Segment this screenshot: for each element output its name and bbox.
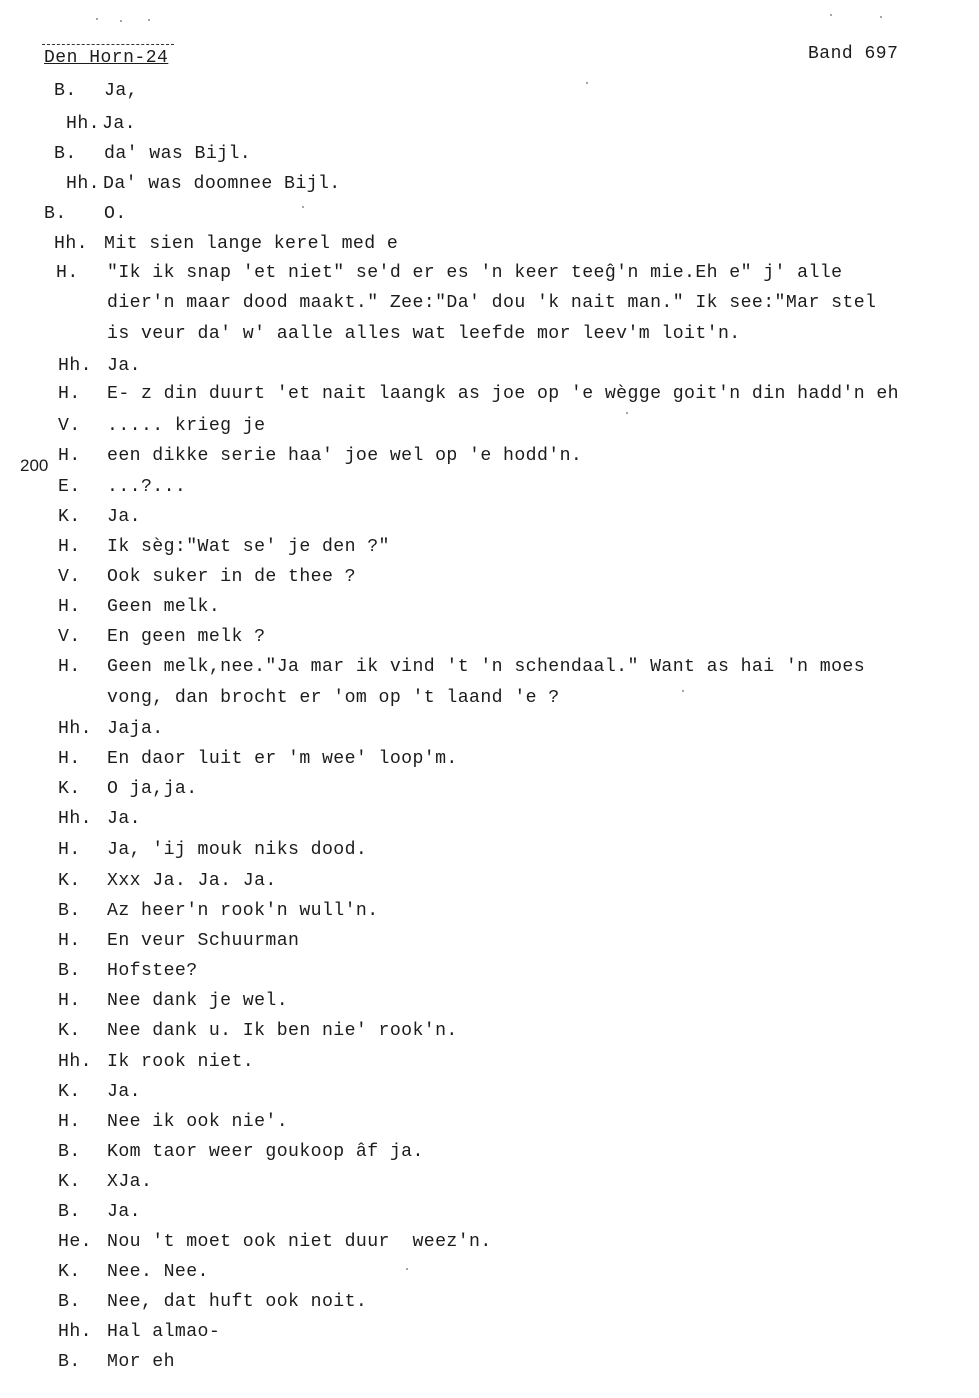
document-header-title: Den Horn-24 — [44, 48, 169, 68]
spoken-text: Jaja. — [107, 719, 164, 739]
tape-band-number: Band 697 — [808, 44, 899, 64]
spoken-text: Ja. — [107, 1202, 141, 1222]
margin-counter-note: 200 — [20, 456, 49, 475]
spoken-text: Xxx Ja. Ja. Ja. — [107, 871, 277, 891]
speaker-label: B. — [58, 1142, 81, 1162]
paper-speck — [120, 20, 122, 22]
speaker-label: E. — [58, 477, 81, 497]
speaker-label: V. — [58, 627, 81, 647]
spoken-text: Nee dank u. Ik ben nie' rook'n. — [107, 1021, 458, 1041]
paper-speck — [830, 14, 832, 16]
spoken-text: Nee ik ook nie'. — [107, 1112, 289, 1132]
speaker-label: K. — [58, 779, 81, 799]
spoken-text: Hal almao- — [107, 1322, 221, 1342]
speaker-label: Hh. — [58, 719, 92, 739]
spoken-text: E- z din duurt 'et nait laangk as joe op 'e wègge goit'n din hadd'n eh — [107, 384, 899, 404]
spoken-text: Ja. — [107, 507, 141, 527]
spoken-text: En daor luit er 'm wee' loop'm. — [107, 749, 458, 769]
speaker-label: Hh. — [58, 809, 92, 829]
spoken-text: is veur da' w' aalle alles wat leefde mor leev'm loit'n. — [107, 324, 741, 344]
spoken-text: O. — [104, 204, 127, 224]
spoken-text: Mit sien lange kerel med e — [104, 234, 399, 254]
speaker-label: H. — [58, 840, 81, 860]
spoken-text: een dikke serie haa' joe wel op 'e hodd'n. — [107, 446, 583, 466]
spoken-text: Kom taor weer goukoop âf ja. — [107, 1142, 424, 1162]
speaker-label: K. — [58, 507, 81, 527]
speaker-label: K. — [58, 1082, 81, 1102]
speaker-label: H. — [58, 991, 81, 1011]
spoken-text: Ja. — [102, 114, 136, 134]
spoken-text: da' was Bijl. — [104, 144, 252, 164]
spoken-text: En geen melk ? — [107, 627, 266, 647]
spoken-text: Ja, — [104, 81, 138, 101]
speaker-label: H. — [58, 597, 81, 617]
speaker-label: H. — [58, 384, 81, 404]
speaker-label: Hh. — [58, 356, 92, 376]
spoken-text: Nee. Nee. — [107, 1262, 209, 1282]
spoken-text: En veur Schuurman — [107, 931, 300, 951]
speaker-label: V. — [58, 567, 81, 587]
spoken-text: Ja. — [107, 809, 141, 829]
spoken-text: Nee dank je wel. — [107, 991, 289, 1011]
speaker-label: K. — [58, 871, 81, 891]
spoken-text: Mor eh — [107, 1352, 175, 1372]
spoken-text: Ik rook niet. — [107, 1052, 255, 1072]
speaker-label: He. — [58, 1232, 92, 1252]
speaker-label: Hh. — [58, 1052, 92, 1072]
spoken-text: dier'n maar dood maakt." Zee:"Da' dou 'k nait man." Ik see:"Mar stel — [107, 293, 877, 313]
speaker-label: H. — [58, 749, 81, 769]
spoken-text: vong, dan brocht er 'om op 't laand 'e ? — [107, 688, 560, 708]
spoken-text: Az heer'n rook'n wull'n. — [107, 901, 379, 921]
speaker-label: B. — [58, 1292, 81, 1312]
speaker-label: Hh. — [58, 1322, 92, 1342]
spoken-text: Hofstee? — [107, 961, 198, 981]
speaker-label: B. — [58, 961, 81, 981]
spoken-text: Nou 't moet ook niet duur weez'n. — [107, 1232, 492, 1252]
paper-speck — [626, 412, 628, 414]
paper-speck — [148, 19, 150, 21]
spoken-text: Ja. — [107, 1082, 141, 1102]
speaker-label: K. — [58, 1021, 81, 1041]
speaker-label: Hh. — [54, 234, 88, 254]
speaker-label: B. — [58, 901, 81, 921]
speaker-label: B. — [58, 1352, 81, 1372]
spoken-text: Da' was doomnee Bijl. — [103, 174, 341, 194]
speaker-label: H. — [58, 931, 81, 951]
speaker-label: K. — [58, 1262, 81, 1282]
speaker-label: B. — [54, 144, 77, 164]
spoken-text: ..... krieg je — [107, 416, 266, 436]
speaker-label: H. — [58, 1112, 81, 1132]
spoken-text: Geen melk,nee."Ja mar ik vind 't 'n schendaal." Want as hai 'n moes — [107, 657, 866, 677]
paper-speck — [406, 1268, 408, 1270]
speaker-label: Hh. — [66, 174, 100, 194]
spoken-text: Nee, dat huft ook noit. — [107, 1292, 368, 1312]
speaker-label: H. — [58, 537, 81, 557]
spoken-text: Ook suker in de thee ? — [107, 567, 356, 587]
paper-speck — [96, 18, 98, 20]
speaker-label: Hh. — [66, 114, 100, 134]
paper-speck — [880, 16, 882, 18]
paper-speck — [302, 206, 304, 208]
spoken-text: Ja. — [107, 356, 141, 376]
spoken-text: Ja, 'ij mouk niks dood. — [107, 840, 368, 860]
speaker-label: H. — [58, 657, 81, 677]
spoken-text: XJa. — [107, 1172, 153, 1192]
spoken-text: "Ik ik snap 'et niet" se'd er es 'n keer teeĝ'n mie.Eh e" j' alle — [107, 263, 843, 283]
spoken-text: Ik sèg:"Wat se' je den ?" — [107, 537, 390, 557]
speaker-label: H. — [56, 263, 79, 283]
speaker-label: V. — [58, 416, 81, 436]
speaker-label: K. — [58, 1172, 81, 1192]
paper-speck — [682, 690, 684, 692]
paper-speck — [586, 82, 588, 84]
speaker-label: B. — [58, 1202, 81, 1222]
speaker-label: B. — [54, 81, 77, 101]
spoken-text: Geen melk. — [107, 597, 221, 617]
speaker-label: H. — [58, 446, 81, 466]
speaker-label: B. — [44, 204, 67, 224]
spoken-text: O ja,ja. — [107, 779, 198, 799]
spoken-text: ...?... — [107, 477, 187, 497]
